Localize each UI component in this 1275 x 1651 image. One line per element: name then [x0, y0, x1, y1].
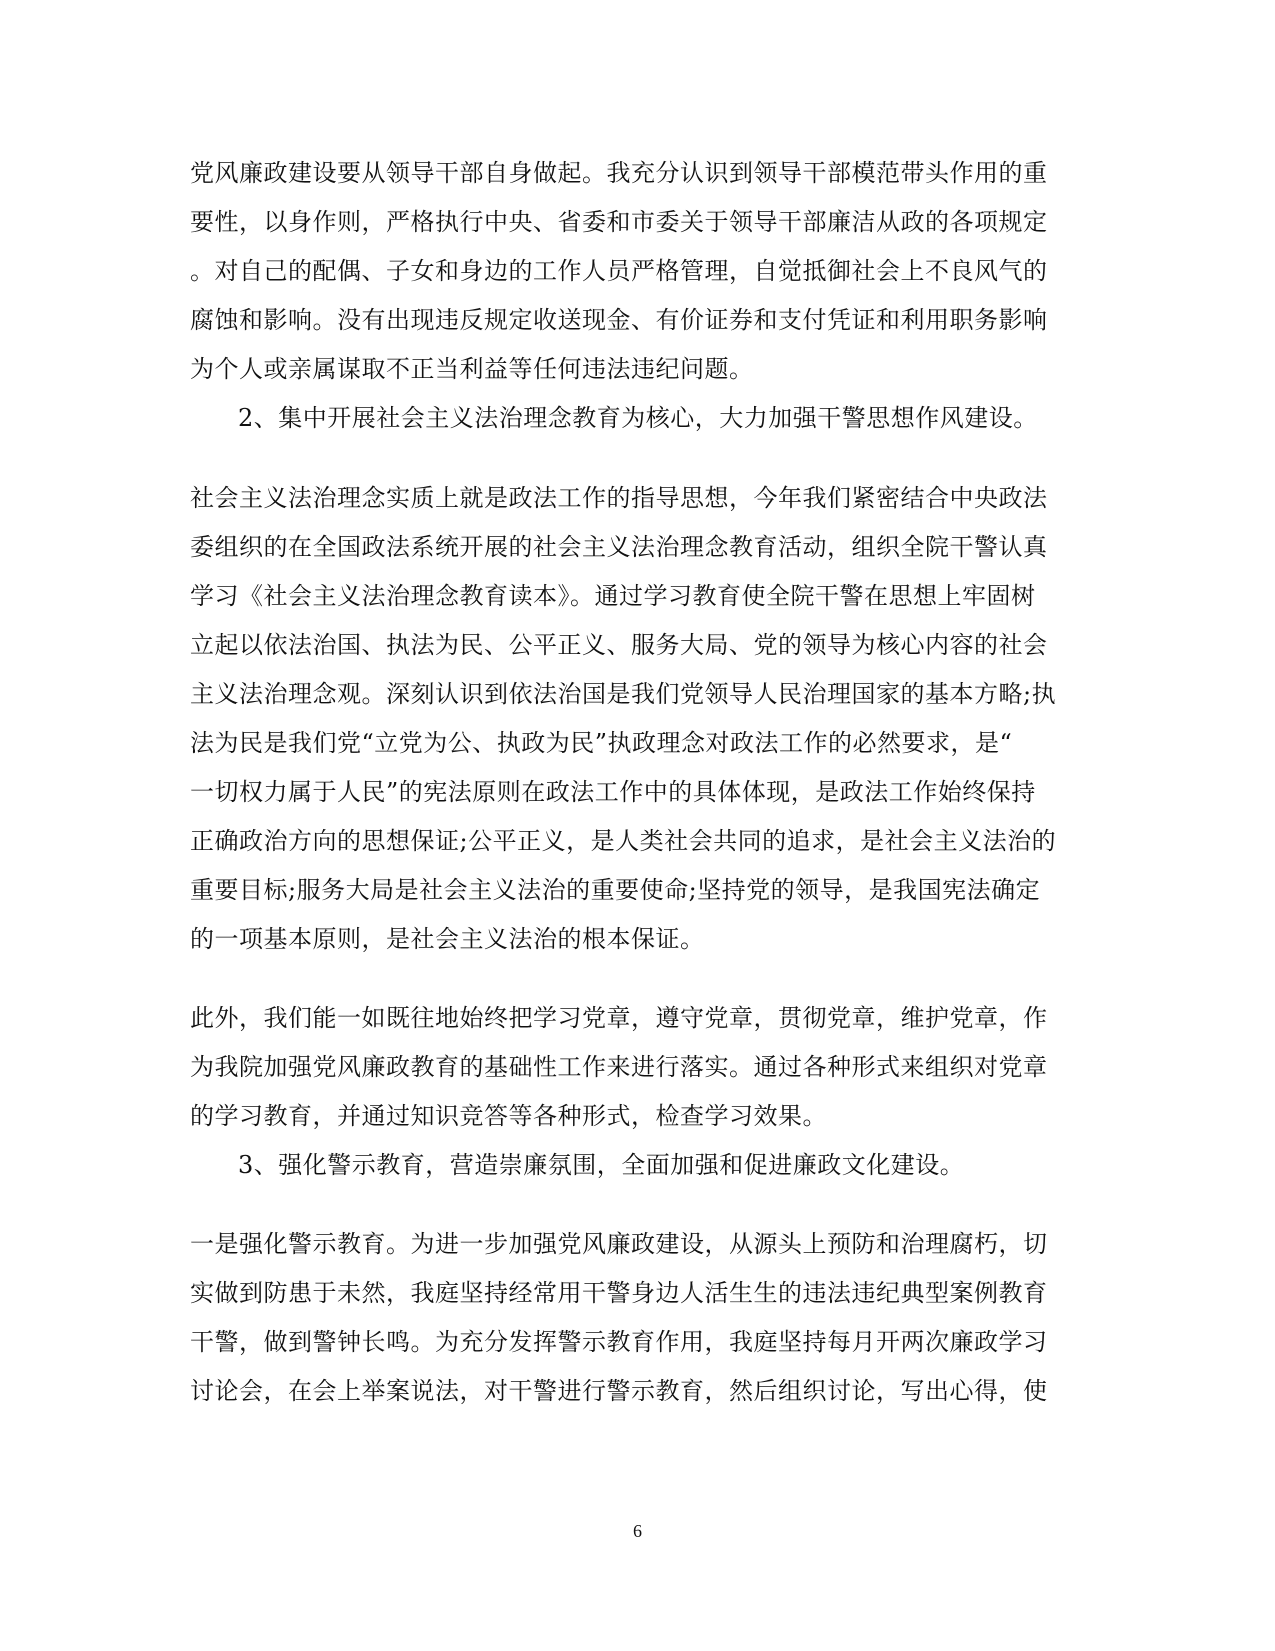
page-number: 6 — [633, 1521, 642, 1541]
paragraph-4-line-3: 干警，做到警钟长鸣。为充分发挥警示教育作用，我庭坚持每月开两次廉政学习 — [190, 1328, 1048, 1356]
paragraph-1-line-1: 党风廉政建设要从领导干部自身做起。我充分认识到领导干部模范带头作用的重 — [190, 159, 1048, 187]
section-heading-2: 2、集中开展社会主义法治理念教育为核心，大力加强干警思想作风建设。 — [238, 404, 1038, 432]
paragraph-2-line-10: 的一项基本原则，是社会主义法治的根本保证。 — [190, 925, 705, 953]
paragraph-2-line-4: 立起以依法治国、执法为民、公平正义、服务大局、党的领导为核心内容的社会 — [190, 631, 1048, 659]
paragraph-1-line-5: 为个人或亲属谋取不正当利益等任何违法违纪问题。 — [190, 355, 754, 383]
paragraph-2-line-6: 法为民是我们党“立党为公、执政为民”执政理念对政法工作的必然要求，是“ — [190, 729, 1013, 757]
paragraph-2-line-1: 社会主义法治理念实质上就是政法工作的指导思想，今年我们紧密结合中央政法 — [190, 484, 1048, 512]
paragraph-4-line-2: 实做到防患于未然，我庭坚持经常用干警身边人活生生的违法违纪典型案例教育 — [190, 1279, 1048, 1307]
paragraph-2-line-3: 学习《社会主义法治理念教育读本》。通过学习教育使全院干警在思想上牢固树 — [190, 582, 1036, 610]
paragraph-3-line-2: 为我院加强党风廉政教育的基础性工作来进行落实。通过各种形式来组织对党章 — [190, 1053, 1048, 1081]
paragraph-2-line-8: 正确政治方向的思想保证;公平正义，是人类社会共同的追求，是社会主义法治的 — [190, 827, 1057, 855]
paragraph-1-line-2: 要性，以身作则，严格执行中央、省委和市委关于领导干部廉洁从政的各项规定 — [190, 208, 1048, 236]
paragraph-3-line-1: 此外，我们能一如既往地始终把学习党章，遵守党章，贯彻党章，维护党章，作 — [190, 1004, 1048, 1032]
paragraph-1-line-4: 腐蚀和影响。没有出现违反规定收送现金、有价证券和支付凭证和利用职务影响 — [190, 306, 1048, 334]
paragraph-2-line-2: 委组织的在全国政法系统开展的社会主义法治理念教育活动，组织全院干警认真 — [190, 533, 1048, 561]
paragraph-2-line-5: 主义法治理念观。深刻认识到依法治国是我们党领导人民治理国家的基本方略;执 — [190, 680, 1057, 708]
paragraph-1-line-3: 。对自己的配偶、子女和身边的工作人员严格管理，自觉抵御社会上不良风气的 — [190, 257, 1048, 285]
paragraph-2-line-9: 重要目标;服务大局是社会主义法治的重要使命;坚持党的领导，是我国宪法确定 — [190, 876, 1041, 904]
paragraph-4-line-1: 一是强化警示教育。为进一步加强党风廉政建设，从源头上预防和治理腐朽，切 — [190, 1230, 1048, 1258]
paragraph-3-line-3: 的学习教育，并通过知识竞答等各种形式，检查学习效果。 — [190, 1102, 827, 1130]
paragraph-2-line-7: 一切权力属于人民”的宪法原则在政法工作中的具体体现，是政法工作始终保持 — [190, 778, 1036, 806]
section-heading-3: 3、强化警示教育，营造崇廉氛围，全面加强和促进廉政文化建设。 — [238, 1151, 965, 1179]
paragraph-4-line-4: 讨论会，在会上举案说法，对干警进行警示教育，然后组织讨论，写出心得，使 — [190, 1377, 1048, 1405]
